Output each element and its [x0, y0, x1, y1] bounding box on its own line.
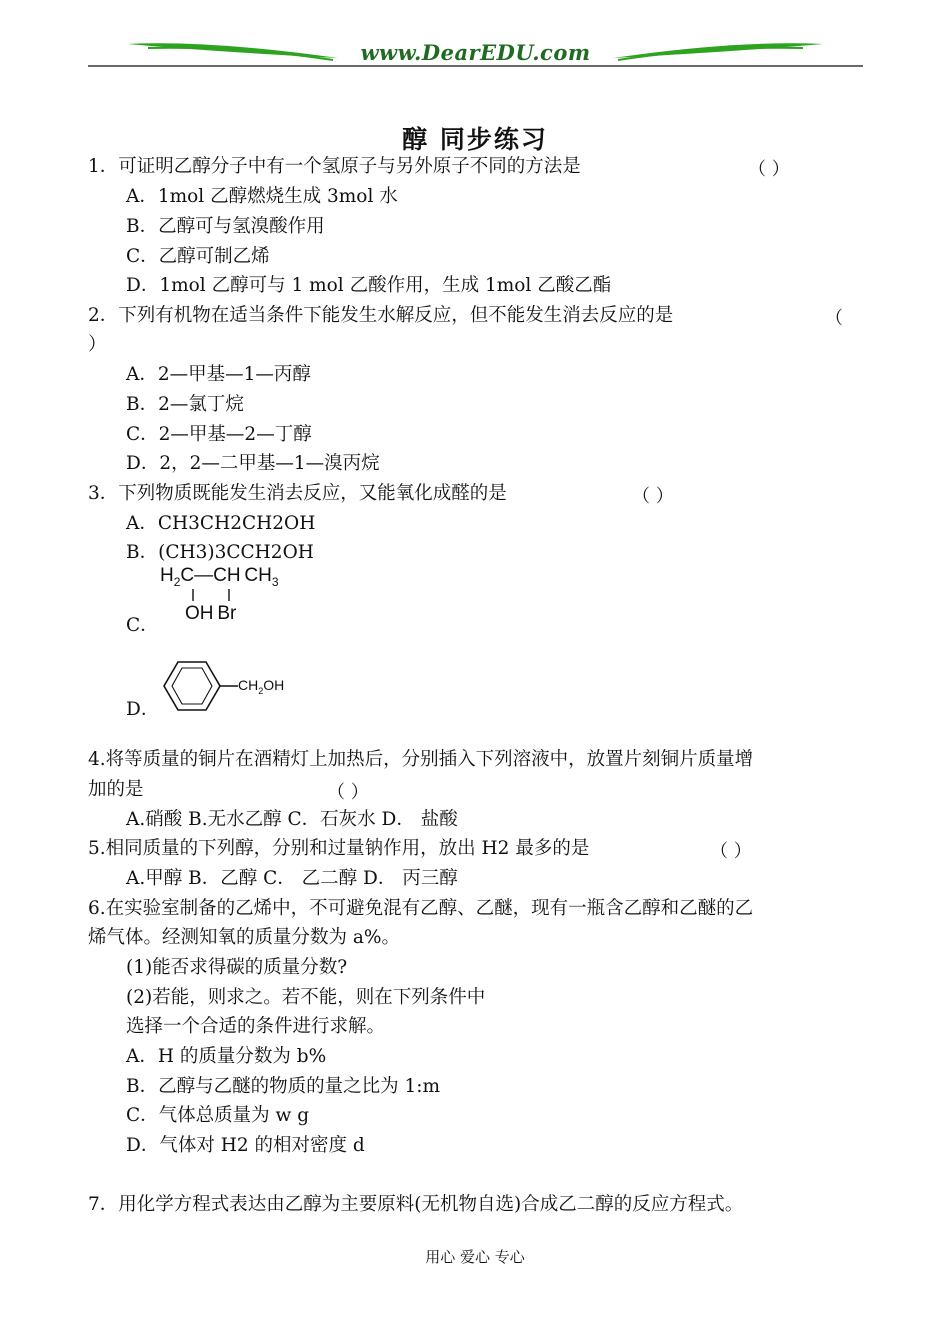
q3-stem: 3．下列物质既能发生消去反应，又能氧化成醛的是 [88, 483, 507, 504]
q1-option-c: C．乙醇可制乙烯 [126, 246, 270, 267]
q3-option-a: A．CH3CH2CH2OH [126, 513, 316, 534]
q4-options: A.硝酸 B.无水乙醇 C．石灰水 D． 盐酸 [126, 809, 458, 830]
structure-c-bottom: OH Br [185, 603, 237, 624]
q2-option-d: D．2，2—二甲基—1—溴丙烷 [126, 453, 380, 474]
q4-stem-line1: 4.将等质量的铜片在酒精灯上加热后，分别插入下列溶液中，放置片刻铜片质量增 [88, 749, 754, 770]
q2-paren-close: ） [88, 334, 107, 355]
q4-stem-line2: 加的是 [88, 779, 144, 800]
site-brand: www.DearEDU.com [360, 40, 591, 65]
q5-answer-paren: （ ） [710, 841, 752, 862]
q2-option-b: B．2—氯丁烷 [126, 394, 244, 415]
q6-stem-line1: 6.在实验室制备的乙烯中，不可避免混有乙醇、乙醚，现有一瓶含乙醇和乙醚的乙 [88, 898, 754, 919]
q2-option-c: C．2—甲基—2—丁醇 [126, 424, 312, 445]
q6-option-d: D．气体对 H2 的相对密度 d [126, 1135, 365, 1156]
q6-option-a: A．H 的质量分数为 b% [126, 1046, 327, 1067]
q6-option-b: B．乙醇与乙醚的物质的量之比为 1:m [126, 1076, 441, 1097]
page-title: 醇 同步练习 [402, 125, 548, 154]
q6-sub1: (1)能否求得碳的质量分数? [126, 957, 348, 978]
q6-sub2-line1: (2)若能，则求之。若不能，则在下列条件中 [126, 987, 486, 1008]
q3-option-d: D． [126, 699, 160, 720]
q2-stem: 2．下列有机物在适当条件下能发生水解反应，但不能发生消去反应的是 [88, 305, 674, 326]
q5-stem: 5.相同质量的下列醇，分别和过量钠作用，放出 H2 最多的是 [88, 838, 590, 859]
structure-c-bonds [160, 587, 260, 603]
site-header [88, 38, 863, 72]
q2-option-a: A．2—甲基—1—丙醇 [126, 364, 311, 385]
q7-stem: 7．用化学方程式表达由乙醇为主要原料(无机物自选)合成乙二醇的反应方程式。 [88, 1194, 744, 1215]
benzene-ring-icon [160, 658, 250, 714]
q1-answer-paren: （ ） [748, 159, 790, 180]
q6-sub2-line2: 选择一个合适的条件进行求解。 [126, 1016, 386, 1037]
q4-answer-paren: （ ） [327, 782, 369, 803]
q3-answer-paren: （ ） [632, 486, 674, 507]
q1-option-a: A．1mol 乙醇燃烧生成 3mol 水 [126, 186, 398, 207]
q3-option-b: B．(CH3)3CCH2OH [126, 542, 314, 563]
q1-stem: 1．可证明乙醇分子中有一个氢原子与另外原子不同的方法是 [88, 156, 581, 177]
q6-stem-line2: 烯气体。经测知氧的质量分数为 a%。 [88, 927, 400, 948]
q6-option-c: C．气体总质量为 w g [126, 1105, 310, 1126]
q2-paren-open: （ [825, 308, 843, 329]
page-footer: 用心 爱心 专心 [425, 1248, 525, 1266]
q1-option-d: D．1mol 乙醇可与 1 mol 乙酸作用，生成 1mol 乙酸乙酯 [126, 275, 612, 296]
structure-c-top: $H_2C—CH$ $CH_3$ [160, 565, 279, 589]
structure-d-group: $CH_2OH$ [238, 677, 285, 696]
q3-option-c: C． [126, 615, 159, 636]
q1-option-b: B．乙醇可与氢溴酸作用 [126, 216, 325, 237]
q5-options: A.甲醇 B．乙醇 C． 乙二醇 D． 丙三醇 [126, 868, 458, 889]
